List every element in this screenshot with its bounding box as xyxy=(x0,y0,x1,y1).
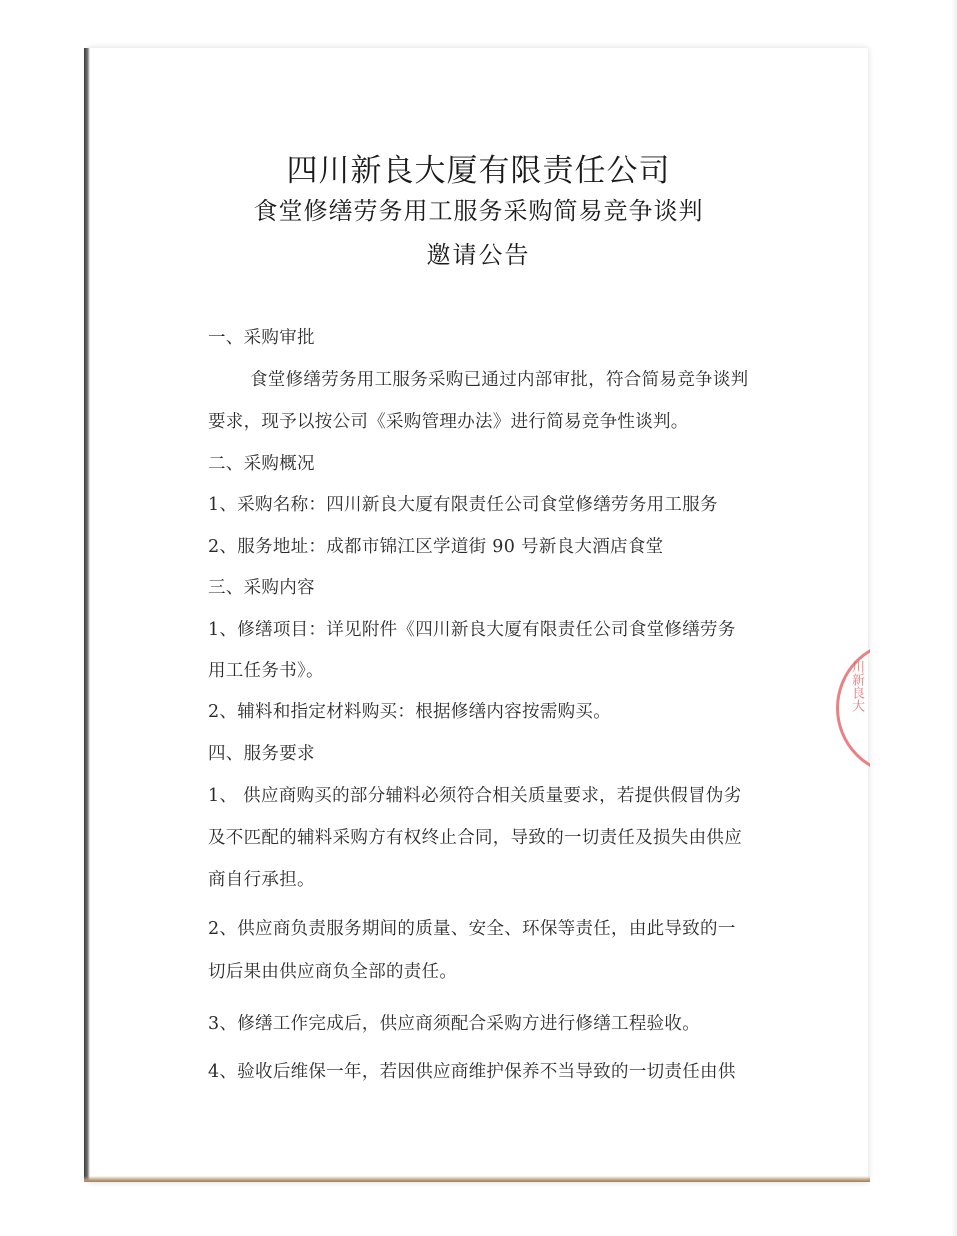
list-item-continuation: 商自行承担。 xyxy=(208,870,315,890)
page-bottom-edge xyxy=(84,1176,870,1182)
list-item-continuation: 及不匹配的辅料采购方有权终止合同，导致的一切责任及损失由供应 xyxy=(208,828,742,848)
paragraph-line: 要求，现予以按公司《采购管理办法》进行简易竞争性谈判。 xyxy=(208,412,689,432)
company-title: 四川新良大厦有限责任公司 xyxy=(286,153,671,189)
seal-text: 川新良大 xyxy=(849,660,864,712)
notice-title: 邀请公告 xyxy=(426,241,531,269)
section-heading-approval: 一、采购审批 xyxy=(208,328,315,348)
section-heading-requirements: 四、服务要求 xyxy=(208,744,315,764)
section-heading-content: 三、采购内容 xyxy=(208,578,315,598)
section-heading-overview: 二、采购概况 xyxy=(208,454,315,474)
list-item: 1、 供应商购买的部分辅料必须符合相关质量要求，若提供假冒伪劣 xyxy=(208,786,742,806)
list-item-continuation: 用工任务书》。 xyxy=(208,661,324,681)
list-item: 2、供应商负责服务期间的质量、安全、环保等责任，由此导致的一 xyxy=(208,919,736,939)
list-item: 1、修缮项目：详见附件《四川新良大厦有限责任公司食堂修缮劳务 xyxy=(208,620,736,640)
list-item-continuation: 切后果由供应商负全部的责任。 xyxy=(208,962,458,982)
paragraph-line: 食堂修缮劳务用工服务采购已通过内部审批，符合简易竞争谈判 xyxy=(250,370,749,390)
list-item: 1、采购名称：四川新良大厦有限责任公司食堂修缮劳务用工服务 xyxy=(208,495,718,515)
list-item: 3、修缮工作完成后，供应商须配合采购方进行修缮工程验收。 xyxy=(208,1014,701,1034)
list-item: 2、服务地址：成都市锦江区学道街 90 号新良大酒店食堂 xyxy=(208,537,664,557)
list-item: 4、验收后维保一年，若因供应商维护保养不当导致的一切责任由供 xyxy=(208,1062,736,1082)
list-item: 2、辅料和指定材料购买：根据修缮内容按需购买。 xyxy=(208,702,612,722)
project-title: 食堂修缮劳务用工服务采购简易竞争谈判 xyxy=(253,197,704,225)
